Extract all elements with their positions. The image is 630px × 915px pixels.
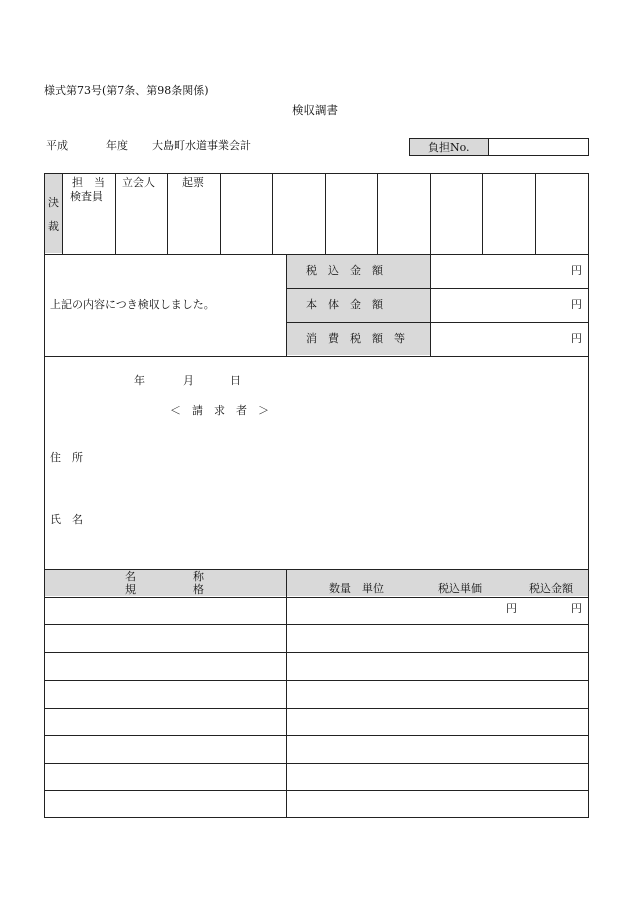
date-day-label: 日 — [230, 374, 241, 387]
items-yen-unit-price: 円 — [506, 602, 517, 615]
amount-unit-tax-incl: 円 — [571, 264, 582, 277]
approval-side-label-1: 決 — [48, 196, 59, 209]
document-title: 検収調書 — [292, 103, 338, 117]
items-yen-total: 円 — [571, 602, 582, 615]
amount-label-tax-incl: 税 込 金 額 — [306, 264, 383, 277]
account-name: 大島町水道事業会計 — [152, 139, 251, 152]
table-row — [44, 735, 589, 736]
items-header-qty: 数量 — [329, 582, 351, 595]
table-row — [44, 652, 589, 653]
address-label: 住 所 — [50, 451, 83, 464]
table-row — [44, 624, 589, 625]
approval-col-officer-line2: 検査員 — [70, 190, 103, 203]
approval-col-officer-line1: 担 当 — [72, 176, 105, 189]
items-column-divider — [286, 569, 287, 818]
burden-no-label: 負担No. — [428, 141, 470, 154]
date-month-label: 月 — [183, 374, 194, 387]
burden-no-divider — [488, 138, 489, 156]
form-number: 様式第73号(第7条、第98条関係) — [44, 84, 209, 97]
date-year-label: 年 — [134, 374, 145, 387]
table-row — [44, 680, 589, 681]
amount-label-base: 本 体 金 額 — [306, 298, 383, 311]
inspection-statement: 上記の内容につき検収しました。 — [50, 298, 215, 311]
items-header-unit: 単位 — [362, 582, 384, 595]
approval-side-label-2: 裁 — [48, 220, 59, 233]
claimant-heading: ＜ 請 求 者 ＞ — [170, 404, 269, 417]
amount-label-tax: 消 費 税 額 等 — [306, 332, 405, 345]
fiscal-year-label: 年度 — [106, 139, 128, 152]
items-header-total: 税込金額 — [529, 582, 573, 595]
table-row — [44, 763, 589, 764]
name-label: 氏 名 — [50, 513, 83, 526]
items-header-spec: 規 — [125, 583, 136, 596]
table-row — [44, 790, 589, 791]
amount-unit-base: 円 — [571, 298, 582, 311]
approval-side-bg — [45, 174, 62, 253]
approval-col-drafter: 起票 — [182, 176, 204, 189]
items-header-name: 名 — [125, 570, 136, 583]
amount-unit-tax: 円 — [571, 332, 582, 345]
items-header-unit-price: 税込単価 — [438, 582, 482, 595]
era-label: 平成 — [46, 139, 68, 152]
table-row — [44, 708, 589, 709]
approval-col-witness: 立会人 — [122, 176, 155, 189]
items-header-name-2: 称 — [193, 570, 204, 583]
items-header-spec-2: 格 — [193, 583, 204, 596]
